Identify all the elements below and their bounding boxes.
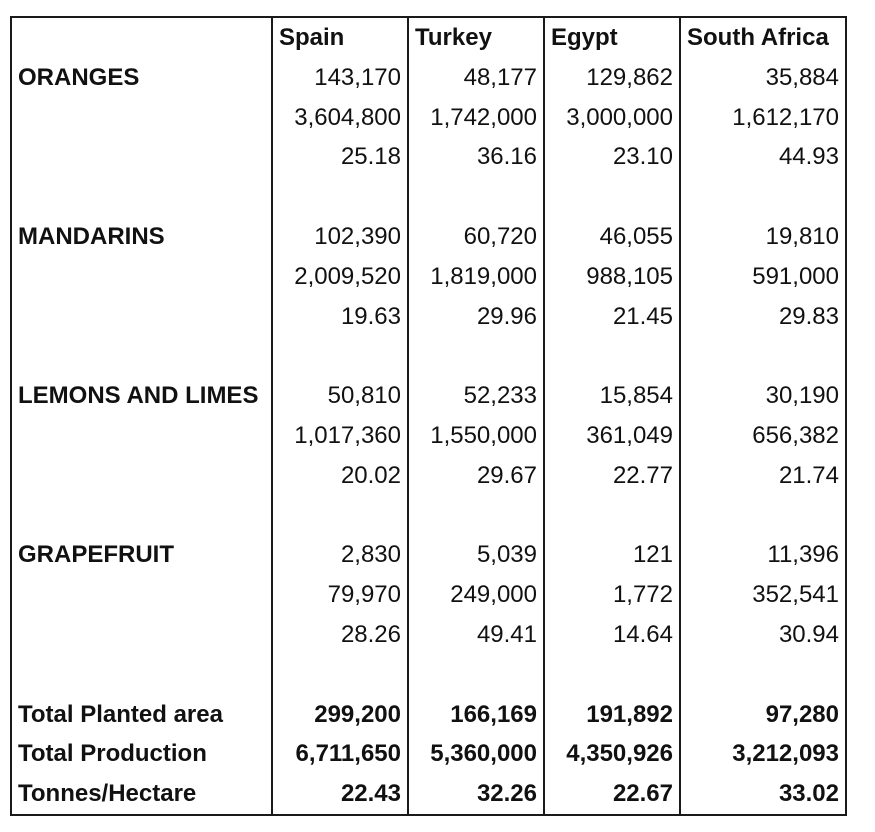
row-label: Total Planted area xyxy=(18,700,223,728)
value-cell: 3,212,093 xyxy=(680,734,845,774)
row-label xyxy=(12,416,272,456)
value-cell: 35,884 xyxy=(680,58,845,98)
value-cell: 36.16 xyxy=(408,137,544,177)
header-row xyxy=(12,18,845,58)
value-cell: 79,970 xyxy=(272,575,408,615)
citrus-production-table-container xyxy=(10,16,847,816)
value-cell: 48,177 xyxy=(408,58,544,98)
row-label xyxy=(12,655,272,695)
table-row xyxy=(12,217,845,257)
table-row xyxy=(12,376,845,416)
table-row xyxy=(12,137,845,177)
value-cell xyxy=(272,336,408,376)
table-row xyxy=(12,336,845,376)
value-cell: 1,550,000 xyxy=(408,416,544,456)
table-row xyxy=(12,456,845,496)
row-label xyxy=(12,137,272,177)
value-cell: 6,711,650 xyxy=(272,734,408,774)
table-row xyxy=(12,177,845,217)
value-cell: 5,039 xyxy=(408,535,544,575)
value-cell: 1,772 xyxy=(544,575,680,615)
value-cell: 30.94 xyxy=(680,615,845,655)
header-country-spain: Spain xyxy=(272,18,408,58)
value-cell: 1,742,000 xyxy=(408,98,544,138)
header-country-turkey: Turkey xyxy=(408,18,544,58)
value-cell xyxy=(408,177,544,217)
value-cell: 3,000,000 xyxy=(544,98,680,138)
value-cell xyxy=(272,655,408,695)
value-cell: 591,000 xyxy=(680,257,845,297)
value-cell: 29.67 xyxy=(408,456,544,496)
value-cell: 29.83 xyxy=(680,297,845,337)
value-cell: 49.41 xyxy=(408,615,544,655)
row-label: Tonnes/Hectare xyxy=(18,780,197,808)
value-cell xyxy=(544,336,680,376)
value-cell: 44.93 xyxy=(680,137,845,177)
row-label: Total Production xyxy=(18,740,207,768)
value-cell: 166,169 xyxy=(408,695,544,735)
row-label: LEMONS AND LIMES xyxy=(18,382,259,410)
value-cell: 14.64 xyxy=(544,615,680,655)
table-row xyxy=(12,297,845,337)
value-cell: 361,049 xyxy=(544,416,680,456)
value-cell: 52,233 xyxy=(408,376,544,416)
value-cell: 20.02 xyxy=(272,456,408,496)
value-cell: 102,390 xyxy=(272,217,408,257)
value-cell xyxy=(544,177,680,217)
row-label xyxy=(12,615,272,655)
header-country-south-africa: South Africa xyxy=(680,18,845,58)
row-label xyxy=(12,177,272,217)
value-cell: 46,055 xyxy=(544,217,680,257)
value-cell xyxy=(680,336,845,376)
row-label xyxy=(12,336,272,376)
value-cell: 988,105 xyxy=(544,257,680,297)
table-row xyxy=(12,257,845,297)
value-cell xyxy=(408,496,544,536)
value-cell: 22.67 xyxy=(544,774,680,814)
value-cell: 656,382 xyxy=(680,416,845,456)
table-row xyxy=(12,535,845,575)
value-cell: 21.45 xyxy=(544,297,680,337)
table-row xyxy=(12,98,845,138)
row-label: GRAPEFRUIT xyxy=(18,541,174,569)
value-cell xyxy=(272,496,408,536)
value-cell: 1,017,360 xyxy=(272,416,408,456)
value-cell: 15,854 xyxy=(544,376,680,416)
value-cell: 29.96 xyxy=(408,297,544,337)
value-cell: 97,280 xyxy=(680,695,845,735)
header-country-egypt: Egypt xyxy=(544,18,680,58)
citrus-production-table xyxy=(12,18,845,814)
header-corner-cell xyxy=(12,18,272,58)
row-label xyxy=(12,257,272,297)
value-cell: 28.26 xyxy=(272,615,408,655)
value-cell: 25.18 xyxy=(272,137,408,177)
value-cell: 121 xyxy=(544,535,680,575)
row-label xyxy=(12,98,272,138)
table-row xyxy=(12,774,845,814)
value-cell: 352,541 xyxy=(680,575,845,615)
value-cell: 1,612,170 xyxy=(680,98,845,138)
table-row xyxy=(12,58,845,98)
value-cell: 30,190 xyxy=(680,376,845,416)
table-row xyxy=(12,615,845,655)
value-cell xyxy=(272,177,408,217)
value-cell xyxy=(680,655,845,695)
value-cell: 2,009,520 xyxy=(272,257,408,297)
value-cell: 2,830 xyxy=(272,535,408,575)
value-cell: 191,892 xyxy=(544,695,680,735)
value-cell: 1,819,000 xyxy=(408,257,544,297)
table-row xyxy=(12,695,845,735)
value-cell: 299,200 xyxy=(272,695,408,735)
value-cell: 249,000 xyxy=(408,575,544,615)
value-cell: 4,350,926 xyxy=(544,734,680,774)
row-label xyxy=(12,297,272,337)
row-label: MANDARINS xyxy=(18,222,165,250)
value-cell: 129,862 xyxy=(544,58,680,98)
table-row xyxy=(12,416,845,456)
value-cell: 32.26 xyxy=(408,774,544,814)
row-label: ORANGES xyxy=(18,63,140,91)
value-cell xyxy=(408,655,544,695)
value-cell: 23.10 xyxy=(544,137,680,177)
value-cell xyxy=(680,496,845,536)
table-row xyxy=(12,496,845,536)
table-row xyxy=(12,655,845,695)
value-cell: 60,720 xyxy=(408,217,544,257)
value-cell xyxy=(408,336,544,376)
value-cell xyxy=(544,496,680,536)
value-cell: 19,810 xyxy=(680,217,845,257)
value-cell xyxy=(544,655,680,695)
value-cell: 143,170 xyxy=(272,58,408,98)
value-cell: 22.43 xyxy=(272,774,408,814)
value-cell: 33.02 xyxy=(680,774,845,814)
table-body xyxy=(12,58,845,814)
row-label xyxy=(12,575,272,615)
table-row xyxy=(12,734,845,774)
table-row xyxy=(12,575,845,615)
value-cell: 19.63 xyxy=(272,297,408,337)
row-label xyxy=(12,456,272,496)
value-cell xyxy=(680,177,845,217)
value-cell: 50,810 xyxy=(272,376,408,416)
value-cell: 3,604,800 xyxy=(272,98,408,138)
row-label xyxy=(12,496,272,536)
value-cell: 11,396 xyxy=(680,535,845,575)
value-cell: 22.77 xyxy=(544,456,680,496)
value-cell: 5,360,000 xyxy=(408,734,544,774)
value-cell: 21.74 xyxy=(680,456,845,496)
